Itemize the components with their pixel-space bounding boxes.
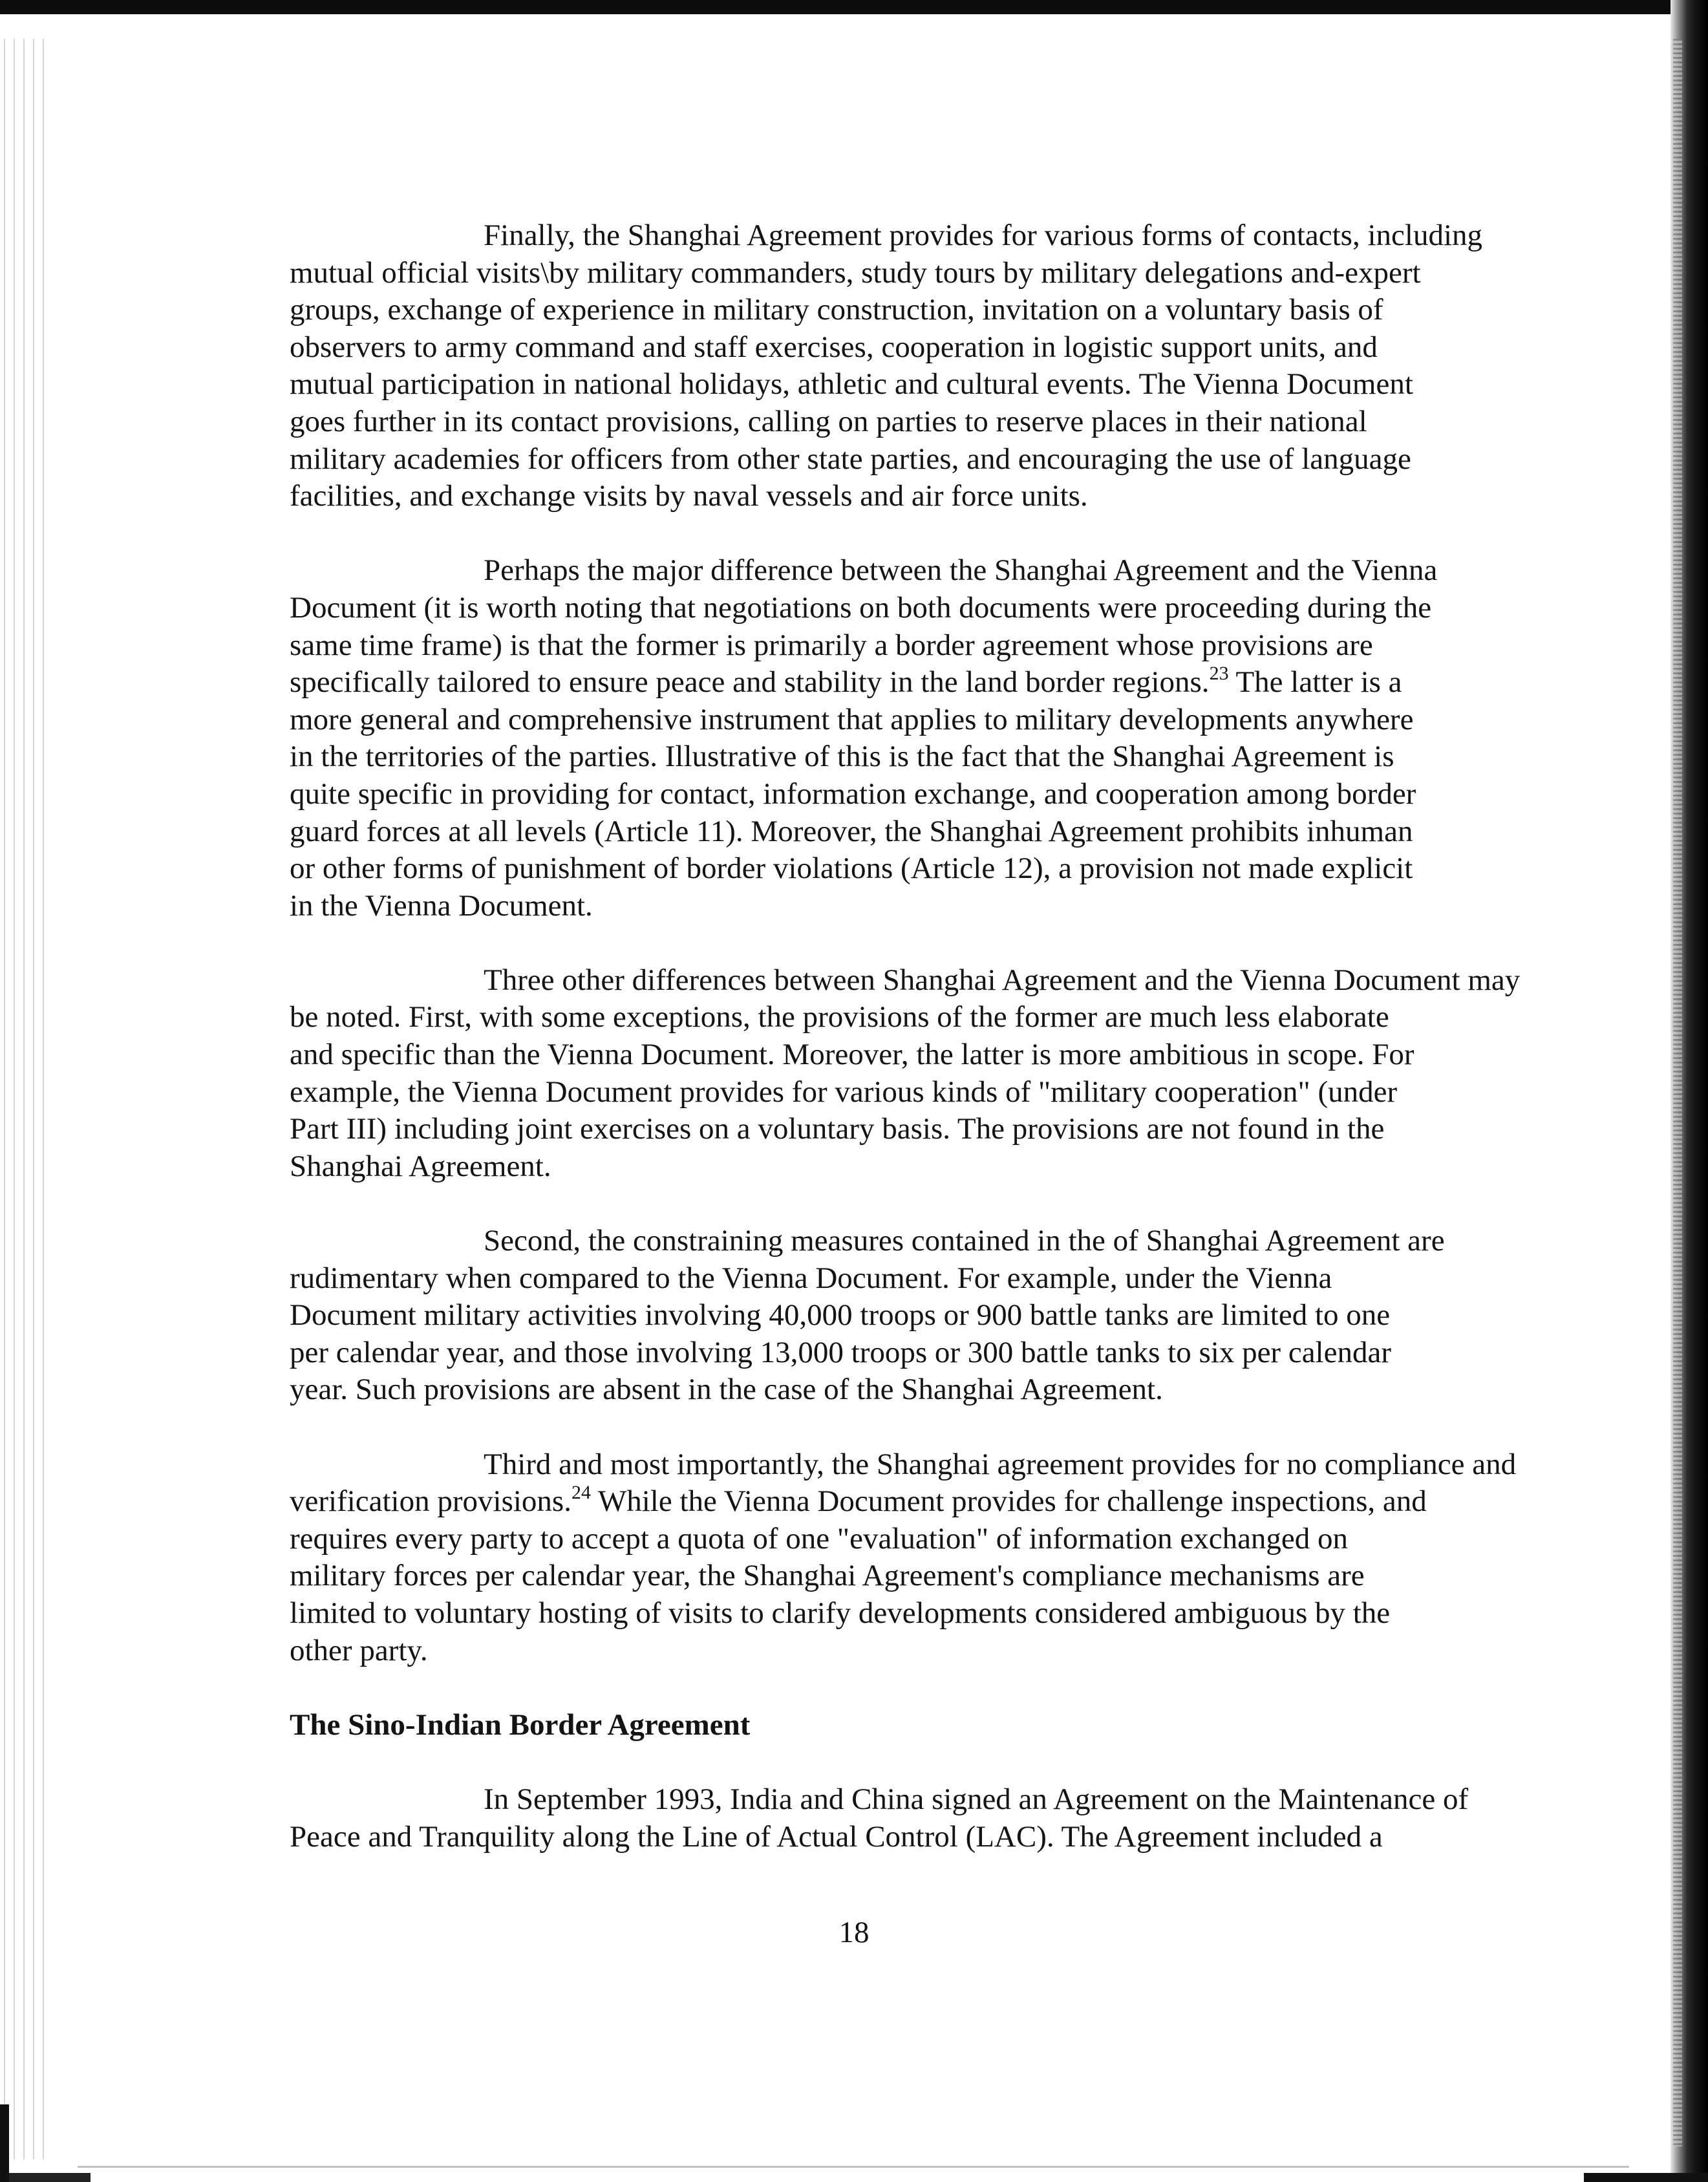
text-line: Perhaps the major difference between the Shanghai Agreement and the Vienna bbox=[484, 553, 1438, 588]
text-line: In September 1993, India and China signed an Agreement on the Maintenance of bbox=[484, 1782, 1469, 1816]
text-segment: While the Vienna Document provides for challenge inspections, and bbox=[590, 1484, 1427, 1519]
text-line: Three other differences between Shanghai Agreement and the Vienna Document may bbox=[484, 963, 1521, 997]
text-line: Third and most importantly, the Shanghai agreement provides for no compliance and bbox=[484, 1447, 1517, 1481]
text-line: or other forms of punishment of border violations (Article 12), a provision not made explicit bbox=[290, 851, 1413, 886]
text-line: in the territories of the parties. Illustrative of this is the fact that the Shanghai Agreement is bbox=[290, 740, 1394, 774]
text-line: in the Vienna Document. bbox=[290, 888, 593, 923]
text-line: Shanghai Agreement. bbox=[290, 1149, 551, 1183]
text-line: Second, the constraining measures contained in the of Shanghai Agreement are bbox=[484, 1224, 1445, 1258]
document-page bbox=[290, 217, 1557, 1893]
text-line: other party. bbox=[290, 1633, 428, 1667]
page-number: 18 bbox=[838, 1916, 870, 1949]
text-line: guard forces at all levels (Article 11). Moreover, the Shanghai Agreement prohibits inhuman bbox=[290, 814, 1413, 848]
text-line: year. Such provisions are absent in the case of the Shanghai Agreement. bbox=[290, 1373, 1163, 1407]
text-line: mutual official visits\by military commanders, study tours by military delegations and-expert bbox=[290, 255, 1421, 290]
text-line: be noted. First, with some exceptions, the provisions of the former are much less elaborate bbox=[290, 1000, 1389, 1034]
scan-bottom-line bbox=[78, 2166, 1629, 2168]
text-segment: verification provisions. bbox=[290, 1484, 571, 1519]
text-line: mutual participation in national holidays, athletic and cultural events. The Vienna Document bbox=[290, 367, 1413, 401]
scan-right-edge bbox=[1671, 0, 1708, 2182]
scan-left-edge bbox=[0, 39, 45, 2159]
paragraph-verification bbox=[290, 1446, 1557, 1670]
paragraph-sino-indian bbox=[290, 1781, 1557, 1856]
paragraph-contacts bbox=[290, 217, 1557, 515]
text-line: rudimentary when compared to the Vienna Document. For example, under the Vienna bbox=[290, 1261, 1332, 1295]
text-line: limited to voluntary hosting of visits to clarify developments considered ambiguous by the bbox=[290, 1596, 1391, 1630]
text-line: Document (it is worth noting that negotiations on both documents were proceeding during the bbox=[290, 590, 1432, 625]
text-line: Peace and Tranquility along the Line of Actual Control (LAC). The Agreement included a bbox=[290, 1819, 1383, 1854]
text-segment: The latter is a bbox=[1228, 665, 1402, 700]
text-line: quite specific in providing for contact, information exchange, and cooperation among border bbox=[290, 776, 1416, 811]
text-line: Finally, the Shanghai Agreement provides for various forms of contacts, including bbox=[484, 219, 1483, 252]
text-line: per calendar year, and those involving 13,000 troops or 300 battle tanks to six per calendar bbox=[290, 1335, 1391, 1369]
text-line-with-footnote bbox=[290, 1483, 1557, 1521]
text-line: goes further in its contact provisions, calling on parties to reserve places in their national bbox=[290, 404, 1367, 438]
text-line: Part III) including joint exercises on a voluntary basis. The provisions are not found in the bbox=[290, 1112, 1385, 1146]
paragraph-three-differences bbox=[290, 962, 1557, 1186]
text-line: facilities, and exchange visits by naval vessels and air force units. bbox=[290, 479, 1088, 513]
section-heading: The Sino-Indian Border Agreement bbox=[290, 1707, 751, 1742]
text-line: groups, exchange of experience in military construction, invitation on a voluntary basis of bbox=[290, 293, 1383, 327]
scan-left-notch bbox=[0, 2104, 9, 2182]
paragraph-constraining-measures bbox=[290, 1223, 1557, 1409]
footnote-ref-24: 24 bbox=[571, 1482, 591, 1504]
paragraph-major-difference bbox=[290, 552, 1557, 925]
text-line: observers to army command and staff exercises, cooperation in logistic support units, and bbox=[290, 330, 1378, 364]
text-line: Document military activities involving 40,000 troops or 900 battle tanks are limited to one bbox=[290, 1298, 1391, 1332]
text-line: requires every party to accept a quota of one "evaluation" of information exchanged on bbox=[290, 1521, 1349, 1556]
scan-bottom-border bbox=[0, 2173, 1708, 2182]
text-line: military academies for officers from other state parties, and encouraging the use of language bbox=[290, 442, 1411, 476]
text-line: military forces per calendar year, the Shanghai Agreement's compliance mechanisms are bbox=[290, 1559, 1365, 1593]
footnote-ref-23: 23 bbox=[1209, 663, 1229, 685]
text-line: example, the Vienna Document provides for various kinds of "military cooperation" (under bbox=[290, 1075, 1398, 1109]
text-line: more general and comprehensive instrument that applies to military developments anywhere bbox=[290, 702, 1414, 736]
text-segment: specifically tailored to ensure peace and stability in the land border regions. bbox=[290, 665, 1210, 700]
text-line: and specific than the Vienna Document. Moreover, the latter is more ambitious in scope. For bbox=[290, 1038, 1414, 1072]
text-line: same time frame) is that the former is primarily a border agreement whose provisions are bbox=[290, 628, 1373, 662]
scan-top-border bbox=[0, 0, 1708, 14]
text-line-with-footnote bbox=[290, 664, 1557, 701]
